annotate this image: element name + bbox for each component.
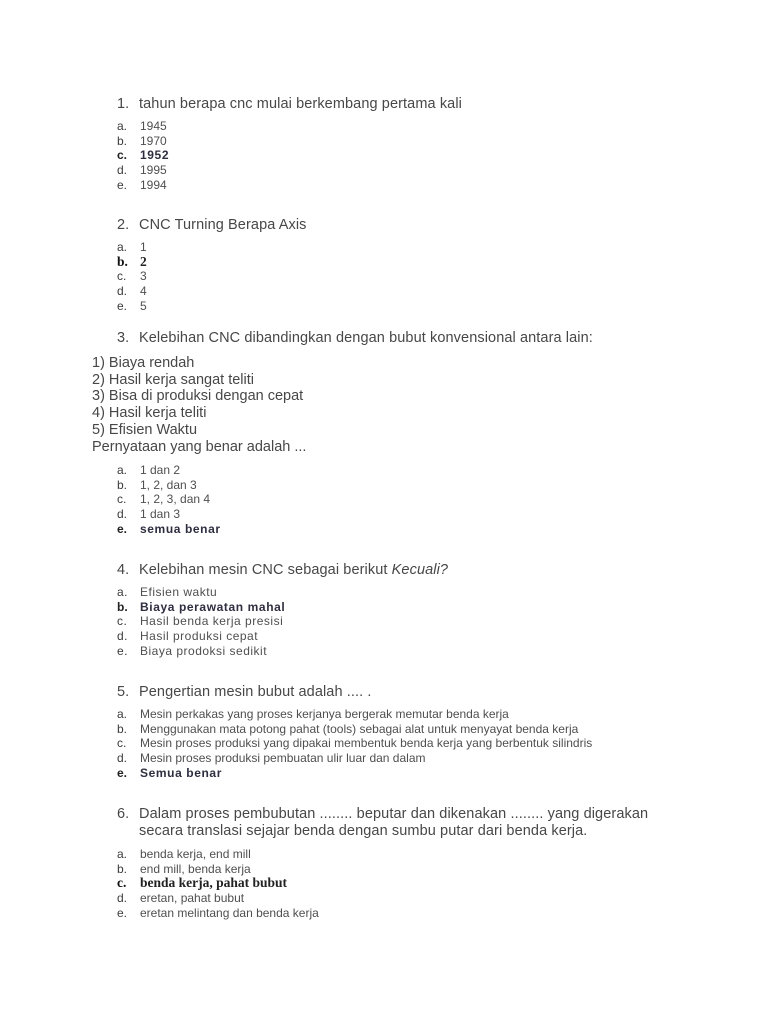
option-c: c. 3 [117, 269, 147, 284]
question-number: 5. [117, 684, 130, 700]
statement-2: 2) Hasil kerja sangat teliti [92, 371, 254, 388]
question-text-continued: secara translasi sejajar benda dengan sumbu putar dari benda kerja. [139, 823, 588, 839]
option-a: a. benda kerja, end mill [117, 847, 251, 861]
question-5-options [117, 707, 592, 781]
option-b: b. Menggunakan mata potong pahat (tools) sebagai alat untuk menyayat benda kerja [117, 721, 579, 736]
question-6-title [117, 806, 648, 840]
question-number: 3. [117, 330, 130, 346]
question-1-options [117, 119, 169, 193]
option-a: a. 1 [117, 240, 147, 254]
option-d: d. Hasil produksi cepat [117, 629, 259, 644]
statement-5: 5) Efisien Waktu [92, 421, 198, 438]
option-a: a. 1 dan 2 [117, 463, 181, 477]
question-text-italic: Kecuali? [391, 562, 449, 578]
option-c: c. Hasil benda kerja presisi [117, 614, 284, 629]
question-2-title [117, 217, 307, 233]
option-b: b. end mill, benda kerja [117, 861, 251, 876]
option-e: e. 1994 [117, 177, 167, 192]
option-e-correct: e. Semua benar [117, 765, 222, 780]
option-b-correct: b. 2 [117, 253, 147, 269]
question-1-title [117, 96, 462, 112]
question-text: Pengertian mesin bubut adalah .... . [139, 684, 372, 700]
statement-3: 3) Bisa di produksi dengan cepat [92, 388, 304, 405]
option-c-correct: c. benda kerja, pahat bubut [117, 875, 288, 891]
question-3-options [117, 463, 221, 537]
question-text: CNC Turning Berapa Axis [139, 217, 307, 233]
question-text: Dalam proses pembubutan ........ beputar dan dikenakan ........ yang digerakan [139, 806, 649, 822]
question-3-statements [92, 355, 306, 455]
option-e: e. eretan melintang dan benda kerja [117, 905, 319, 920]
option-d: d. 1 dan 3 [117, 507, 181, 522]
option-d: d. 4 [117, 284, 147, 299]
option-d: d. eretan, pahat bubut [117, 891, 245, 906]
option-e: e. 5 [117, 298, 147, 313]
option-c-correct: c. 1952 [117, 148, 170, 163]
question-text: Kelebihan mesin CNC sebagai berikut [139, 562, 392, 578]
option-a: a. 1945 [117, 119, 167, 133]
question-4-title [117, 562, 448, 578]
option-b: b. 1, 2, dan 3 [117, 477, 197, 492]
question-number: 1. [117, 96, 130, 112]
option-a: a. Efisien waktu [117, 585, 218, 599]
option-e: e. Biaya prodoksi sedikit [117, 643, 268, 658]
question-4-options [117, 585, 285, 659]
question-3-title [117, 330, 593, 346]
question-number: 6. [117, 806, 130, 822]
option-a: a. Mesin perkakas yang proses kerjanya bergerak memutar benda kerja [117, 707, 509, 721]
question-text: Kelebihan CNC dibandingkan dengan bubut konvensional antara lain: [139, 330, 593, 346]
statement-1: 1) Biaya rendah [92, 355, 195, 371]
option-c: c. 1, 2, 3, dan 4 [117, 492, 211, 507]
question-number: 2. [117, 217, 130, 233]
option-b: b. 1970 [117, 133, 167, 148]
question-2-options [117, 240, 147, 314]
question-6-options [117, 847, 319, 921]
option-c: c. Mesin proses produksi yang dipakai membentuk benda kerja yang berbentuk silindris [117, 736, 593, 751]
option-d: d. Mesin proses produksi pembuatan ulir luar dan dalam [117, 751, 426, 766]
question-3-prompt: Pernyataan yang benar adalah ... [92, 438, 307, 455]
option-b-correct: b. Biaya perawatan mahal [117, 599, 286, 614]
question-number: 4. [117, 562, 130, 578]
question-5-title [117, 684, 372, 700]
statement-4: 4) Hasil kerja teliti [92, 405, 207, 422]
option-d: d. 1995 [117, 163, 167, 178]
option-e-correct: e. semua benar [117, 521, 221, 536]
question-text: tahun berapa cnc mulai berkembang pertama kali [139, 96, 462, 112]
